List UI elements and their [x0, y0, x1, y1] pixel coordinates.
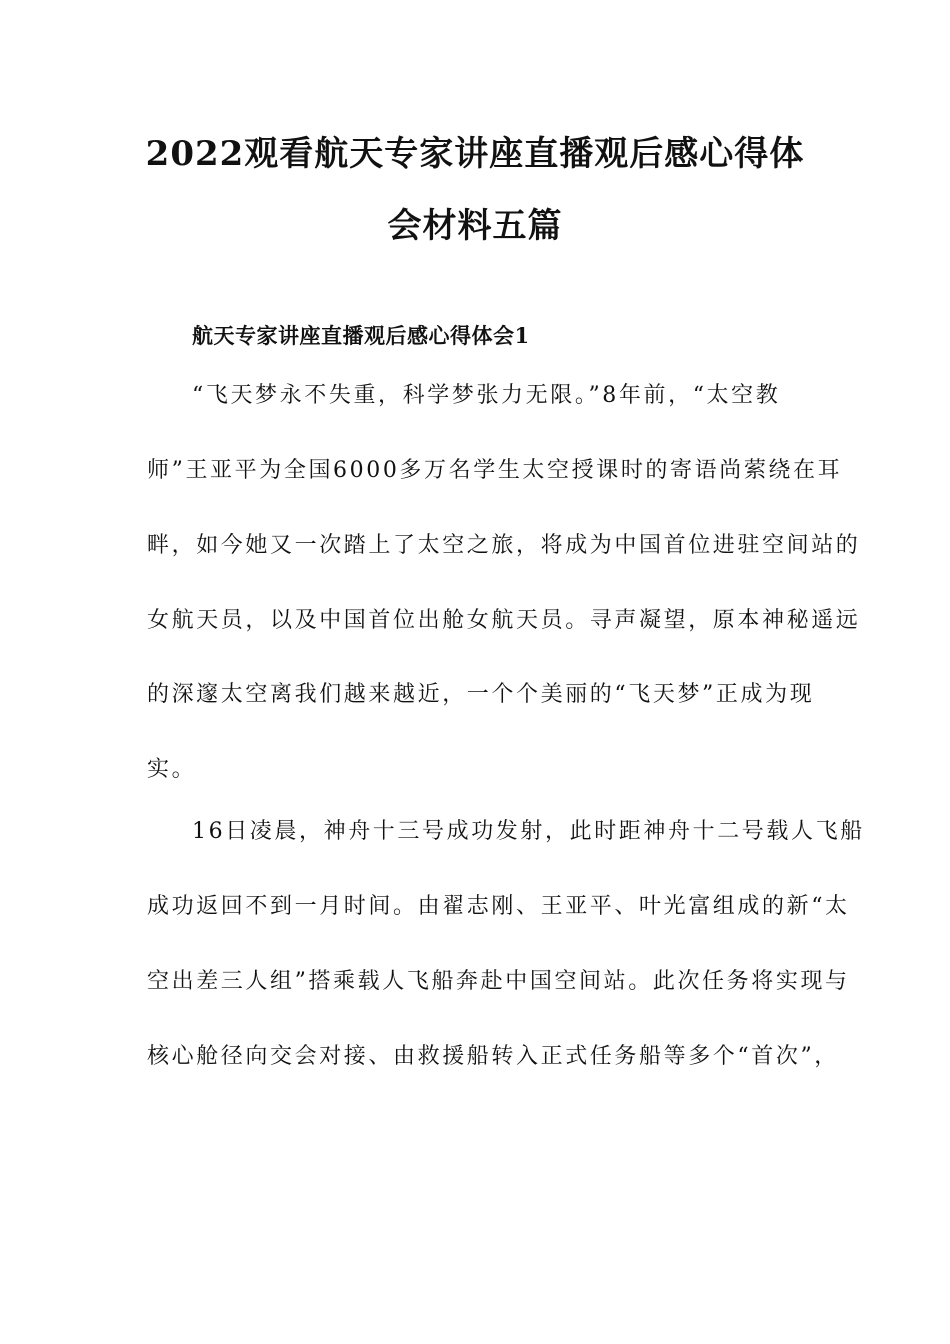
document-title-line-1: 2022观看航天专家讲座直播观后感心得体 [145, 134, 805, 174]
paragraph-1-line-4: 女航天员，以及中国首位出舱女航天员。寻声凝望，原本神秘遥远 [147, 608, 861, 633]
paragraph-1-line-5: 的深邃太空离我们越来越近，一个个美丽的“飞天梦”正成为现 [147, 682, 815, 707]
paragraph-1-line-2: 师”王亚平为全国6000多万名学生太空授课时的寄语尚萦绕在耳 [147, 458, 843, 483]
paragraph-2-line-2: 成功返回不到一月时间。由翟志刚、王亚平、叶光富组成的新“太 [147, 894, 850, 919]
paragraph-2-line-4: 核心舱径向交会对接、由救援船转入正式任务船等多个“首次”， [147, 1044, 839, 1069]
paragraph-2-line-3: 空出差三人组”搭乘载人飞船奔赴中国空间站。此次任务将实现与 [147, 969, 850, 994]
document-title-line-2: 会材料五篇 [387, 206, 563, 246]
paragraph-1-line-1: “飞天梦永不失重，科学梦张力无限。”8年前，“太空教 [192, 383, 781, 408]
paragraph-1-line-6: 实。 [147, 757, 197, 782]
section-heading: 航天专家讲座直播观后感心得体会1 [192, 323, 530, 348]
paragraph-2-line-1: 16日凌晨，神舟十三号成功发射，此时距神舟十二号载人飞船 [192, 819, 865, 844]
paragraph-1-line-3: 畔，如今她又一次踏上了太空之旅，将成为中国首位进驻空间站的 [147, 533, 861, 558]
